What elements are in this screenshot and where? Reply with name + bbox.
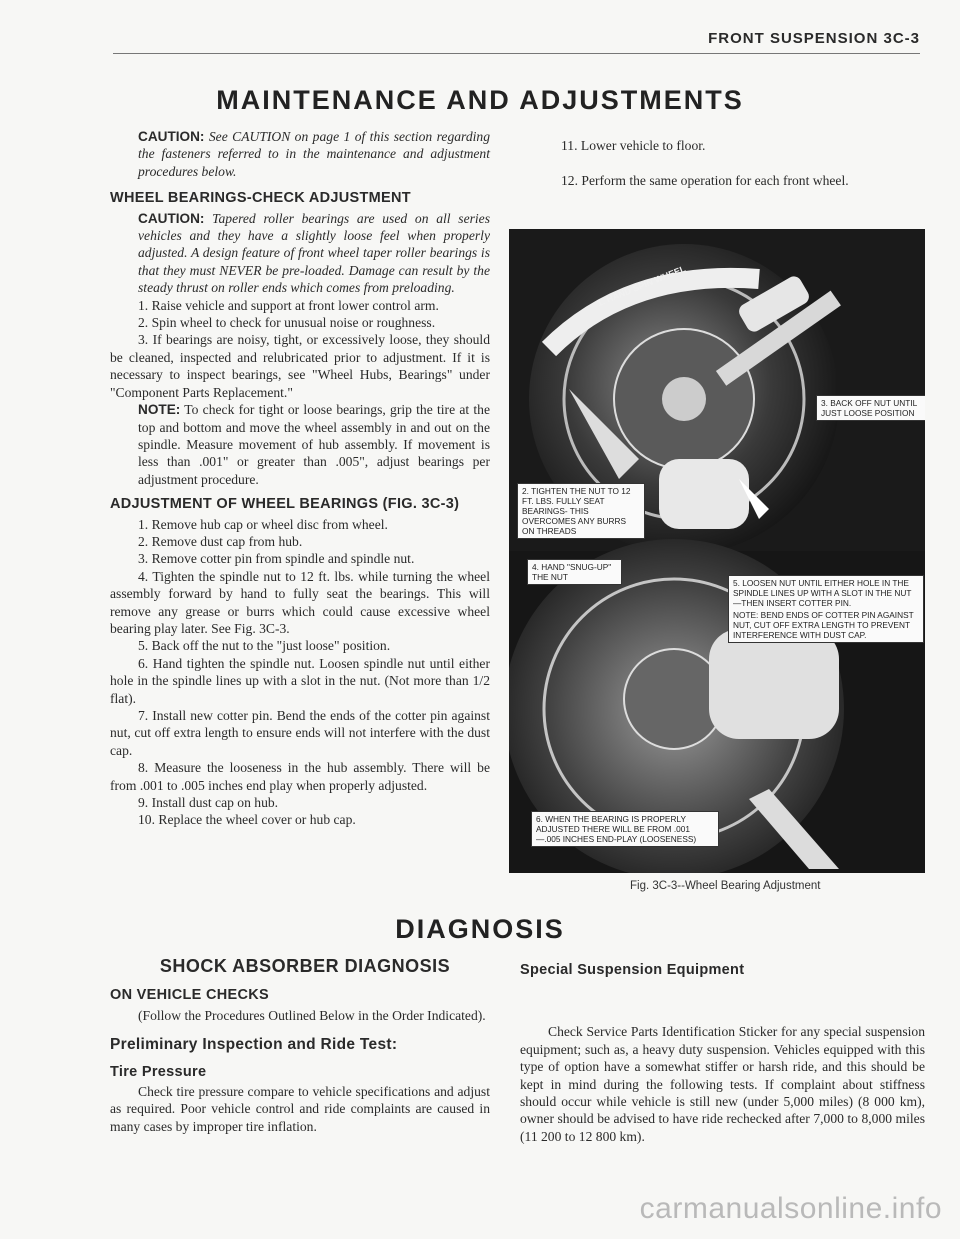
callout-properly-adjusted: 6. WHEN THE BEARING IS PROPERLY ADJUSTED THERE WILL BE FROM .001—.005 INCHES END-PLAY (LOOSENESS) [531, 811, 719, 847]
adj-step: 5. Back off the nut to the "just loose" position. [138, 638, 391, 654]
section-title-maintenance: MAINTENANCE AND ADJUSTMENTS [216, 85, 744, 115]
right-column [533, 137, 923, 190]
check-step: 3. If bearings are noisy, tight, or excessively loose, they should be cleaned, inspected and relubricated prior to adjustment. If it is necessary to inspect bearings, see "Wheel Hubs, Bearings" under "Component Parts Replacement." [110, 332, 490, 400]
check-step: 2. Spin wheel to check for unusual noise or roughness. [138, 315, 436, 331]
callout-back-off: 3. BACK OFF NUT UNTIL JUST LOOSE POSITION [816, 395, 925, 421]
section-title-diagnosis: DIAGNOSIS [395, 914, 565, 944]
adj-step: 9. Install dust cap on hub. [138, 795, 279, 811]
diagnosis-left-column [110, 958, 490, 1135]
figure-photo [509, 229, 925, 873]
figure-caption: Fig. 3C-3--Wheel Bearing Adjustment [630, 880, 821, 892]
watermark: carmanualsonline.info [639, 1192, 942, 1225]
note-paragraph: NOTE: To check for tight or loose bearings, grip the tire at the top and bottom and move the wheel assembly in and out on the spindle. Measure movement of hub assembly. If movement is less than .001" or greater than .005", adjust bearings per adjustment procedure. [138, 402, 490, 487]
special-suspension-text: Check Service Parts Identification Sticker for any special suspension equipment; such as, a heavy duty suspension. Vehicles equipped with this type of option have a somewhat stiffer or harsh ride, and this should be kept in mind during the following tests. If complaint about stiffness should occur while vehicle is still new (under 5,000 miles) (8 000 km), owner should be advised to have ride rechecked after 7,000 to 8,000 miles (11 200 to 12 800 km). [520, 1024, 925, 1144]
adj-step: 6. Hand tighten the spindle nut. Loosen spindle nut until either hole in the spindle lines up with a slot in the nut. (Not more than 1/2 flat). [110, 655, 490, 706]
adj-step: 2. Remove dust cap from hub. [138, 533, 303, 549]
figure-wheel-bearing [509, 229, 925, 873]
tire-pressure-text: Check tire pressure compare to vehicle specifications and adjust as required. Poor vehicle control and ride complaints are caused in many cases by improper tire inflation. [110, 1084, 490, 1134]
left-column [110, 128, 490, 829]
callout-tighten: 2. TIGHTEN THE NUT TO 12 FT. LBS. FULLY SEAT BEARINGS- THIS OVERCOMES ANY BURRS ON THREADS [517, 483, 645, 539]
check-step: 1. Raise vehicle and support at front lower control arm. [138, 297, 439, 313]
adjustment-heading: ADJUSTMENT OF WHEEL BEARINGS (FIG. 3C-3) [110, 496, 460, 513]
adj-step: 4. Tighten the spindle nut to 12 ft. lbs. while turning the wheel assembly forward by hand to fully seat the bearings. This will remove any grease or burrs which could cause excessive wheel bearing play later. See Fig. 3C-3. [110, 568, 490, 636]
running-header: FRONT SUSPENSION 3C-3 [708, 30, 920, 47]
adj-step: 7. Install new cotter pin. Bend the ends of the cotter pin against nut, cut off extra length to ensure ends will not interfere with the dust cap. [110, 708, 490, 758]
tire-pressure-heading: Tire Pressure [110, 1063, 207, 1080]
on-vehicle-heading: ON VEHICLE CHECKS [110, 987, 269, 1004]
adj-step: 1. Remove hub cap or wheel disc from wheel. [138, 516, 388, 532]
adj-step: 3. Remove cotter pin from spindle and spindle nut. [138, 551, 415, 567]
on-vehicle-text: (Follow the Procedures Outlined Below in the Order Indicated). [138, 1007, 486, 1023]
caution-1: CAUTION: See CAUTION on page 1 of this section regarding the fasteners referred to in the maintenance and adjustment procedures below. [138, 129, 490, 179]
right-step: 12. Perform the same operation for each front wheel. [561, 173, 849, 189]
callout-snug-up: 4. HAND "SNUG-UP" THE NUT [527, 559, 622, 585]
right-step: 11. Lower vehicle to floor. [561, 138, 706, 153]
wheel-bearing-heading: WHEEL BEARINGS-CHECK ADJUSTMENT [110, 190, 411, 207]
adj-step: 8. Measure the looseness in the hub assembly. There will be from .001 to .005 inches end play when properly adjusted. [110, 760, 490, 793]
caution-2: CAUTION: Tapered roller bearings are used on all series vehicles and they have a slightly loose feel when properly adjusted. A design feature of front wheel taper roller bearings is that they must NEVER be pre-loaded. Damage can result by the steady thrust on roller ends which comes from preloading. [138, 210, 490, 296]
special-suspension-heading: Special Suspension Equipment [520, 962, 745, 978]
diagnosis-right-column [520, 962, 925, 1145]
callout-loosen: 5. LOOSEN NUT UNTIL EITHER HOLE IN THE SPINDLE LINES UP WITH A SLOT IN THE NUT—THEN INSERT COTTER PIN. NOTE: BEND ENDS OF COTTER PIN AGAINST NUT, CUT OFF EXTRA LENGTH TO PREVENT INTERFERENCE WITH DUST CAP. [728, 575, 924, 643]
header-rule [113, 53, 920, 54]
shock-absorber-heading: SHOCK ABSORBER DIAGNOSIS [159, 956, 451, 976]
adj-step: 10. Replace the wheel cover or hub cap. [138, 812, 356, 828]
preliminary-heading: Preliminary Inspection and Ride Test: [110, 1036, 398, 1054]
arc-label: 1. HAND SPIN WHEEL [595, 263, 687, 309]
